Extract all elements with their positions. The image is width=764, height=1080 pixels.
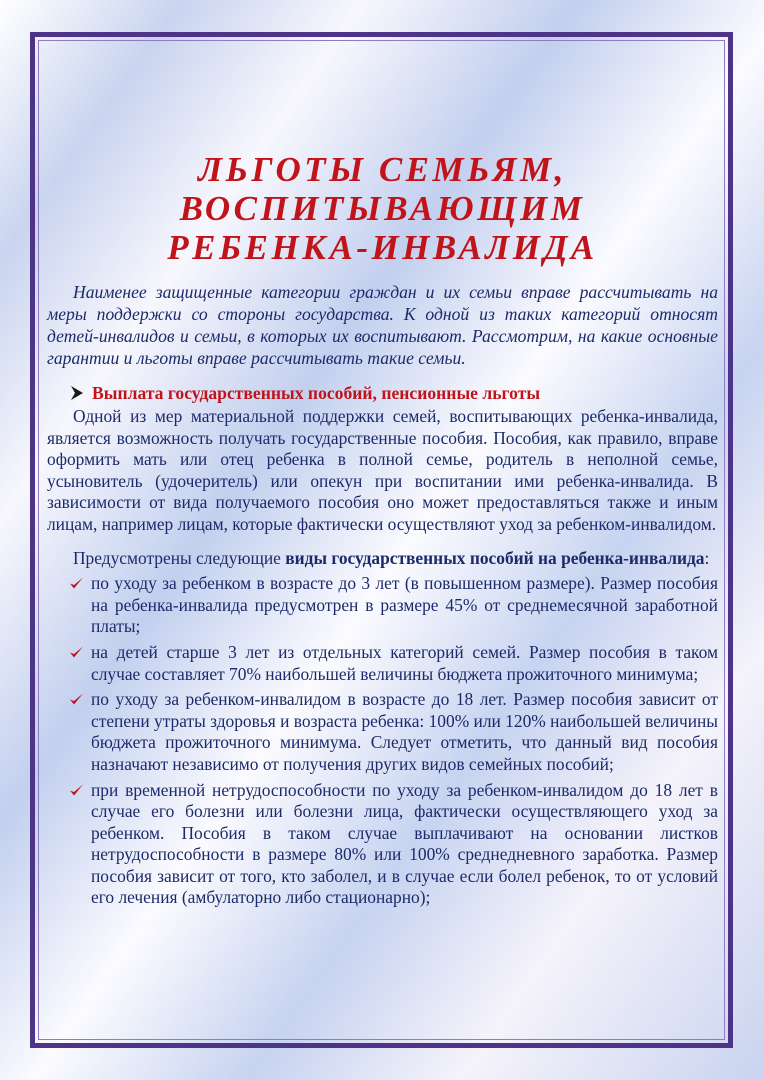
section-paragraph: Одной из мер материальной поддержки семей, воспитывающих ребенка-инвалида, является возможность получать государственные пособия. Пособия, как правило, вправе оформить мать или отец ребенка в полной семье, родитель в неполной семье, усыновитель (удочеритель) или опекун при воспитании ими ребенка-инвалида. В зависимости от вида получаемого пособия оно может предоставляться также и иным лицам, например лицам, которые фактически осуществляют уход за ребенком-инвалидом. — [47, 406, 718, 534]
benefit-types-bold: виды государственных пособий на ребенка-инвалида — [285, 547, 705, 568]
checkmark-icon — [69, 576, 84, 590]
section-heading-text: Выплата государственных пособий, пенсионные льготы — [92, 383, 541, 403]
document-content — [47, 150, 718, 909]
list-item-text: по уходу за ребенком-инвалидом в возрасте до 18 лет. Размер пособия зависит от степени утраты здоровья и возраста ребенка: 100% или 120% наибольшей величины бюджета прожиточного минимума. Следует отметить, что данный вид пособия назначают независимо от получения других видов семейных пособий; — [91, 689, 718, 774]
checkmark-icon — [69, 645, 84, 659]
list-item — [69, 689, 718, 775]
list-item — [69, 642, 718, 685]
list-item — [69, 780, 718, 910]
intro-paragraph: Наименее защищенные категории граждан и их семьи вправе рассчитывать на меры поддержки со стороны государства. К одной из таких категорий относят детей-инвалидов и семьи, в которых их воспитывают. Рассмотрим, на какие основные гарантии и льготы вправе рассчитывать такие семьи. — [47, 282, 718, 368]
arrowhead-icon — [71, 386, 83, 400]
list-item-text: по уходу за ребенком в возрасте до 3 лет (в повышенном размере). Размер пособия на ребенка-инвалида предусмотрен в размере 45% от среднемесячной заработной платы; — [91, 573, 718, 637]
list-item-text: при временной нетрудоспособности по уходу за ребенком-инвалидом до 18 лет в случае его болезни или болезни лица, фактически осуществляющего уход за ребенком. Пособия в таком случае выплачивают на основании листков нетрудоспособности в размере 80% или 100% среднедневного заработка. Размер пособия зависит от того, кто заболел, и в случае если болел ребенок, то от условий его лечения (амбулаторно либо стационарно); — [91, 779, 718, 908]
section-heading — [47, 382, 718, 404]
list-item — [69, 573, 718, 638]
benefit-list — [47, 573, 718, 909]
title-line-1: ЛЬГОТЫ СЕМЬЯМ, — [198, 150, 567, 189]
checkmark-icon — [69, 692, 84, 706]
benefit-types-intro — [47, 548, 718, 570]
benefit-types-lead: Предусмотрены следующие — [73, 547, 286, 568]
list-item-text: на детей старше 3 лет из отдельных категорий семей. Размер пособия в таком случае составляет 70% наибольшей величины бюджета прожиточного минимума; — [91, 641, 718, 684]
title-line-3: РЕБЕНКА-ИНВАЛИДА — [167, 228, 598, 267]
benefit-types-colon: : — [704, 547, 710, 568]
title-line-2: ВОСПИТЫВАЮЩИМ — [179, 189, 586, 228]
checkmark-icon — [69, 783, 84, 797]
page-title — [47, 150, 718, 267]
